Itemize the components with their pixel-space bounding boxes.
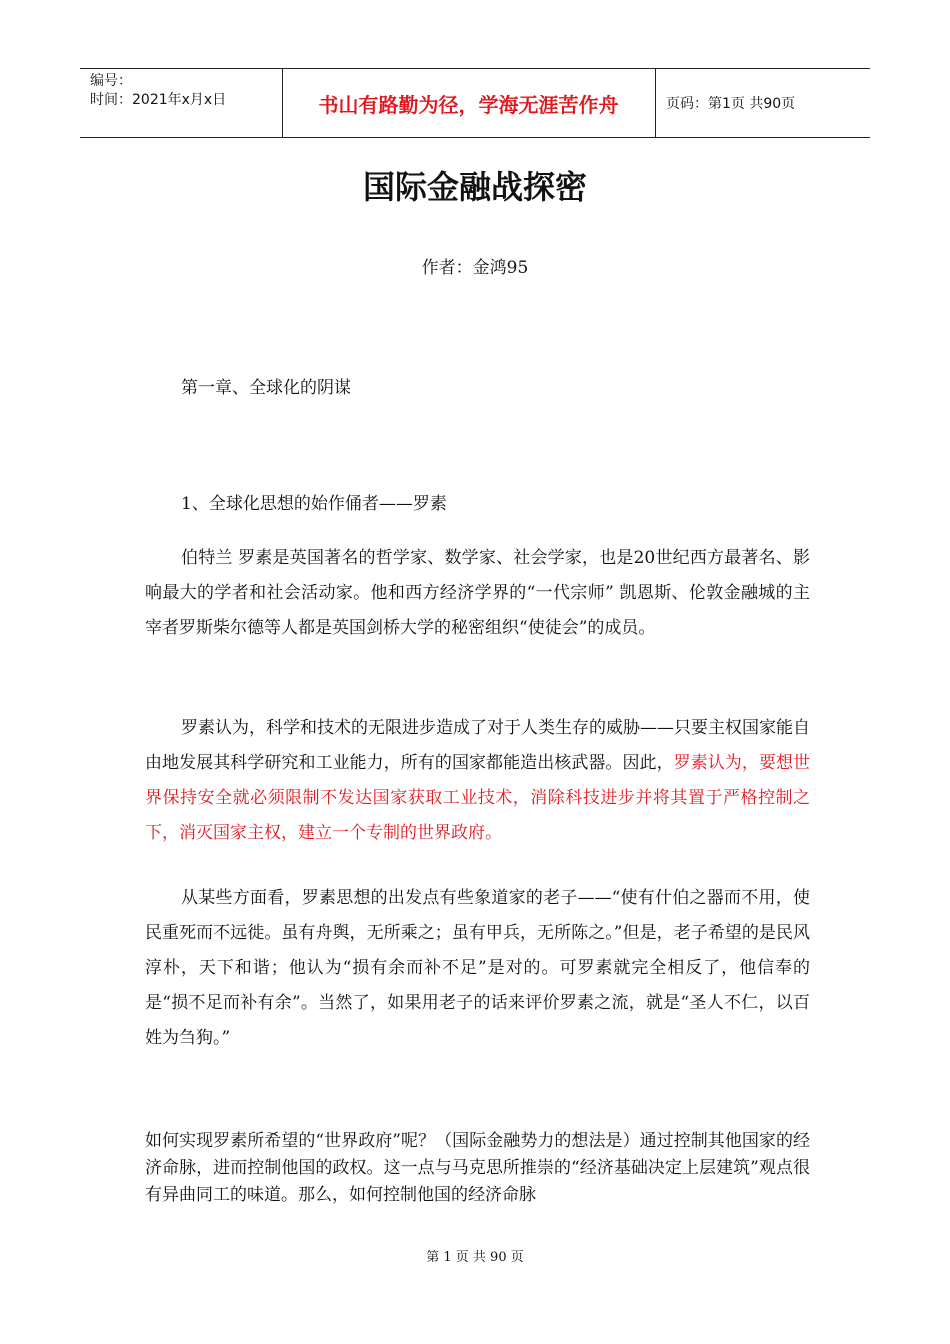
section-heading: 1、全球化思想的始作俑者——罗素	[181, 494, 447, 514]
paragraph-2-highlight: 罗素认为，要想世界保持安全就必须限制不发达国家获取工业技术，消除科技进步并将其置于严格控制之下，消灭国家主权，建立一个专制的世界政府。	[145, 753, 811, 843]
header-motto: 书山有路勤为径，学海无涯苦作舟	[318, 92, 619, 117]
document-title: 国际金融战探密	[362, 168, 587, 206]
paragraph-1: 伯特兰 罗素是英国著名的哲学家、数学家、社会学家，也是20世纪西方最著名、影响最大的学者和社会活动家。他和西方经济学界的“一代宗师” 凯恩斯、伦敦金融城的主宰者罗斯柴尔德等人都是英国剑桥大学的秘密组织“使徒会”的成员。	[145, 548, 810, 638]
page-footer: 第 1 页 共 90 页	[426, 1250, 524, 1265]
number-label: 编号：	[90, 73, 132, 89]
paragraph-2	[145, 711, 810, 851]
header-divider	[655, 69, 656, 137]
header-meta	[90, 72, 226, 110]
paragraph-2-text: 罗素认为，科学和技术的无限进步造成了对于人类生存的威胁——只要主权国家能自由地发展其科学研究和工业能力，所有的国家都能造出核武器。因此，	[145, 718, 810, 773]
time-label: 时间：2021年x月x日	[90, 92, 227, 108]
chapter-heading: 第一章、全球化的阴谋	[181, 378, 351, 398]
document-author: 作者：金鸿95	[421, 258, 529, 278]
paragraph-3: 从某些方面看，罗素思想的出发点有些象道家的老子——“使有什伯之器而不用，使民重死而不远徙。虽有舟舆，无所乘之；虽有甲兵，无所陈之。”但是，老子希望的是民风淳朴，天下和谐；他认为“损有余而补不足”是对的。可罗素就完全相反了，他信奉的是“损不足而补有余”。当然了，如果用老子的话来评价罗素之流，就是“圣人不仁，以百姓为刍狗。”	[145, 888, 810, 1048]
document-header	[80, 68, 870, 138]
paragraph-4: 如何实现罗素所希望的“世界政府”呢？（国际金融势力的想法是）通过控制其他国家的经济命脉，进而控制他国的政权。这一点与马克思所推崇的“经济基础决定上层建筑”观点很有异曲同工的味道。那么，如何控制他国的经济命脉	[145, 1131, 810, 1205]
header-page-info: 页码：第1页 共90页	[666, 96, 796, 112]
